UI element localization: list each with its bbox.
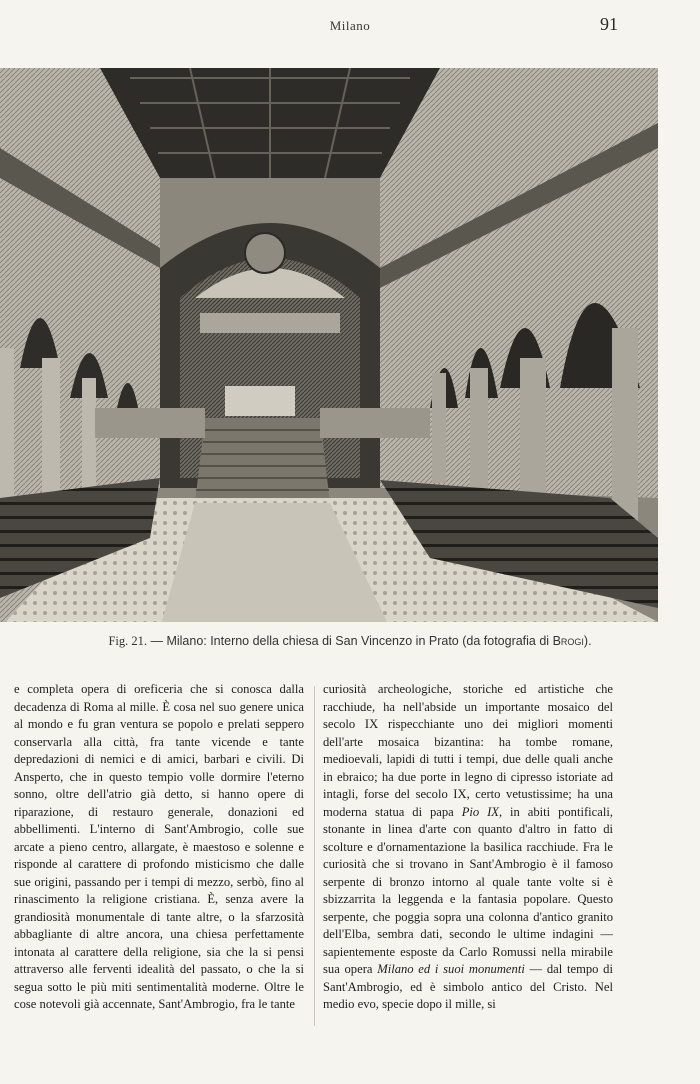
engraving-drawing	[0, 68, 658, 622]
right-text-column	[323, 681, 613, 1014]
right-text-part3: — dal tempo di Sant'Ambrogio, ed è simbolo antico del Cristo. Nel medio evo, specie dopo il mille, si	[323, 962, 613, 1011]
right-text-part2: , in abiti pontificali, stonante in linea d'arte con quanto d'altro in fatto di scolture e d'ornamentazione la basilica racchiude. Fra le curiosità che si trovano in Sant'Ambrogio è il famoso serpente di bronzo intorno al quale tante volte si è sbizzarrita la leggenda e la fantasia popolare. Questo serpente, che poggia sopra una colonna d'antico granito dell'Elba, sembra dati, secondo le ultime indagini — sapientemente esposte da Carlo Romussi nella mirabile sua opera	[323, 804, 613, 976]
running-title: Milano	[329, 18, 371, 33]
figure-caption	[0, 634, 700, 649]
column-divider	[314, 686, 315, 1026]
right-text-part1: curiosità archeologiche, storiche ed artistiche che racchiude, ha nell'abside un importante mosaico del secolo IX rispecchiante uno dei migliori momenti dell'arte mosaica bizantina: ha tombe romane, medioevali, lapidi di tutti i tempi, due delle quali anche in ebraico; ha due porte in legno di cipresso istoriate ad intagli, forse del secolo IX, certo vetustissime; ha una moderna statua di papa	[323, 682, 613, 819]
left-text-column	[14, 681, 304, 1014]
page-header	[0, 0, 700, 50]
caption-text: — Milano: Interno della chiesa di San Vincenzo in Prato (da fotografia di	[147, 634, 553, 648]
page-number: 91	[600, 14, 618, 34]
right-paragraph	[323, 681, 613, 1014]
left-paragraph: e completa opera di oreficeria che si conosca dalla decadenza di Roma al mille. È cosa nel suo genere unica al mondo e fu gran ventura se popolo e prelati seppero conservarla alla città, fra tante vicende e tante depredazioni di nemici e di amici, barbari e civili. Di Ansperto, che in questo tempio volle dormire l'eterno sonno, oltre dell'atrio già detto, si hanno opere di riparazione, di restauro generale, donazioni ed abbellimenti. L'interno di Sant'Ambrogio, colle sue arcate a pieno centro, allargate, è maestoso e solenne e risponde al carattere di profondo misticismo che dalle sue origini, passando per i tempi di mezzo, serbò, fino al rinascimento la religione cristiana. È, senza avere la grandiosità monumentale di tante altre, o la sfarzosità abbagliante di altre ancora, una chiesa perfettamente intonata al carattere della religione, sia che la si pensi attraverso alle ferventi idealità del passato, o che la si segua sotto le più miti sentimentalità moderne. Oltre le cose notevoli già accennate, Sant'Ambrogio, fra le tante	[14, 682, 304, 1011]
book-title: Milano ed i suoi monumenti	[377, 962, 525, 976]
photo-credit: Brogi	[552, 634, 584, 648]
caption-end: ).	[583, 634, 592, 648]
church-interior-engraving	[0, 68, 658, 622]
figure-label: Fig. 21.	[108, 634, 147, 648]
pope-name: Pio IX	[461, 804, 499, 819]
